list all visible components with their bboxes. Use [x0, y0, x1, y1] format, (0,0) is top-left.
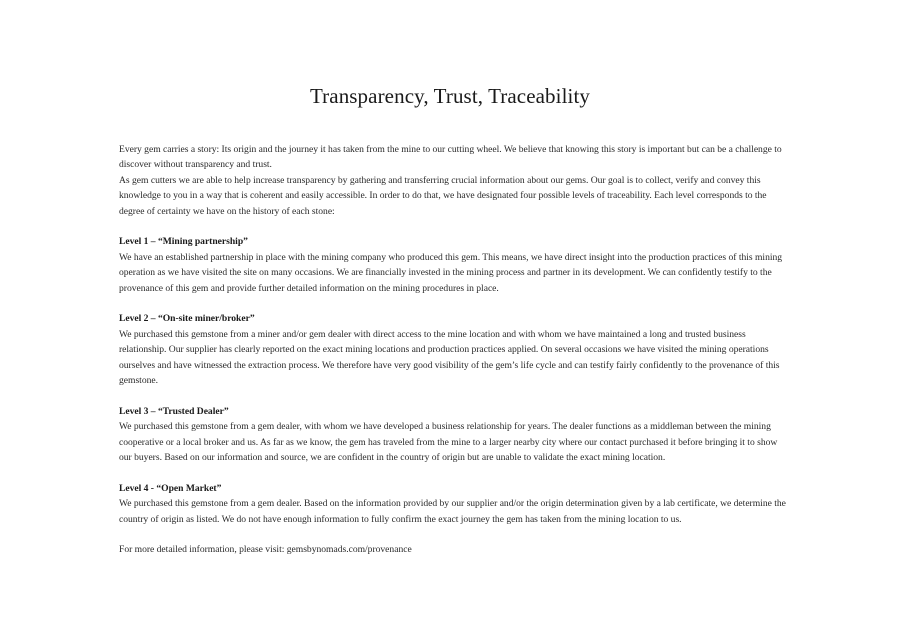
level-1-heading: Level 1 – “Mining partnership”: [119, 236, 248, 248]
intro-paragraph-1: Every gem carries a story: Its origin and the journey it has taken from the mine to our cutting wheel. We believe that knowing this story is important but can be a challenge to discover without transparency and trust.: [119, 144, 782, 171]
intro-section: [119, 142, 787, 219]
level-2-heading: Level 2 – “On-site miner/broker”: [119, 313, 255, 325]
level-2-body: We purchased this gemstone from a miner and/or gem dealer with direct access to the mine location and with whom we have maintained a long and trusted business relationship. Our supplier has clearly reported on the exact mining locations and production practices applied. On several occasions we have visited the mining operations ourselves and have witnessed the extraction process. We therefore have very good visibility of the gem’s life cycle and can testify fairly confidently to the provenance of this gemstone.: [119, 328, 780, 387]
level-4-section: [119, 481, 787, 527]
document-body: [119, 142, 787, 558]
level-3-section: [119, 404, 787, 466]
provenance-footer-text: For more detailed information, please visit: gemsbynomads.com/provenance: [119, 544, 412, 556]
level-3-heading: Level 3 – “Trusted Dealer”: [119, 405, 229, 417]
level-2-section: [119, 311, 787, 388]
level-1-section: [119, 234, 787, 296]
page-title: Transparency, Trust, Traceability: [309, 84, 590, 108]
level-4-heading: Level 4 - “Open Market”: [119, 482, 222, 494]
intro-paragraph-2: As gem cutters we are able to help increase transparency by gathering and transferring crucial information about our gems. Our goal is to collect, verify and convey this knowledge to you in a way that is coherent and easily accessible. In order to do that, we have designated four possible levels of traceability. Each level corresponds to the degree of certainty we have on the history of each stone:: [119, 174, 767, 217]
level-3-body: We purchased this gemstone from a gem dealer, with whom we have developed a business relationship for years. The dealer functions as a middleman between the mining cooperative or a local broker and us. As far as we know, the gem has traveled from the mine to a larger nearby city where our contact purchased it before bringing it to show our buyers. Based on our information and source, we are confident in the country of origin but are unable to validate the exact mining location.: [119, 421, 778, 464]
level-1-body: We have an established partnership in place with the mining company who produced this gem. This means, we have direct insight into the production practices of this mining operation as we have visited the site on many occasions. We are financially invested in the mining process and partner in its development. We can confidently testify to the provenance of this gem and provide further detailed information on the mining procedures in place.: [119, 251, 783, 294]
level-4-body: We purchased this gemstone from a gem dealer. Based on the information provided by our supplier and/or the origin determination given by a lab certificate, we determine the country of origin as listed. We do not have enough information to fully confirm the exact journey the gem has taken from the mining location to us.: [119, 498, 786, 525]
